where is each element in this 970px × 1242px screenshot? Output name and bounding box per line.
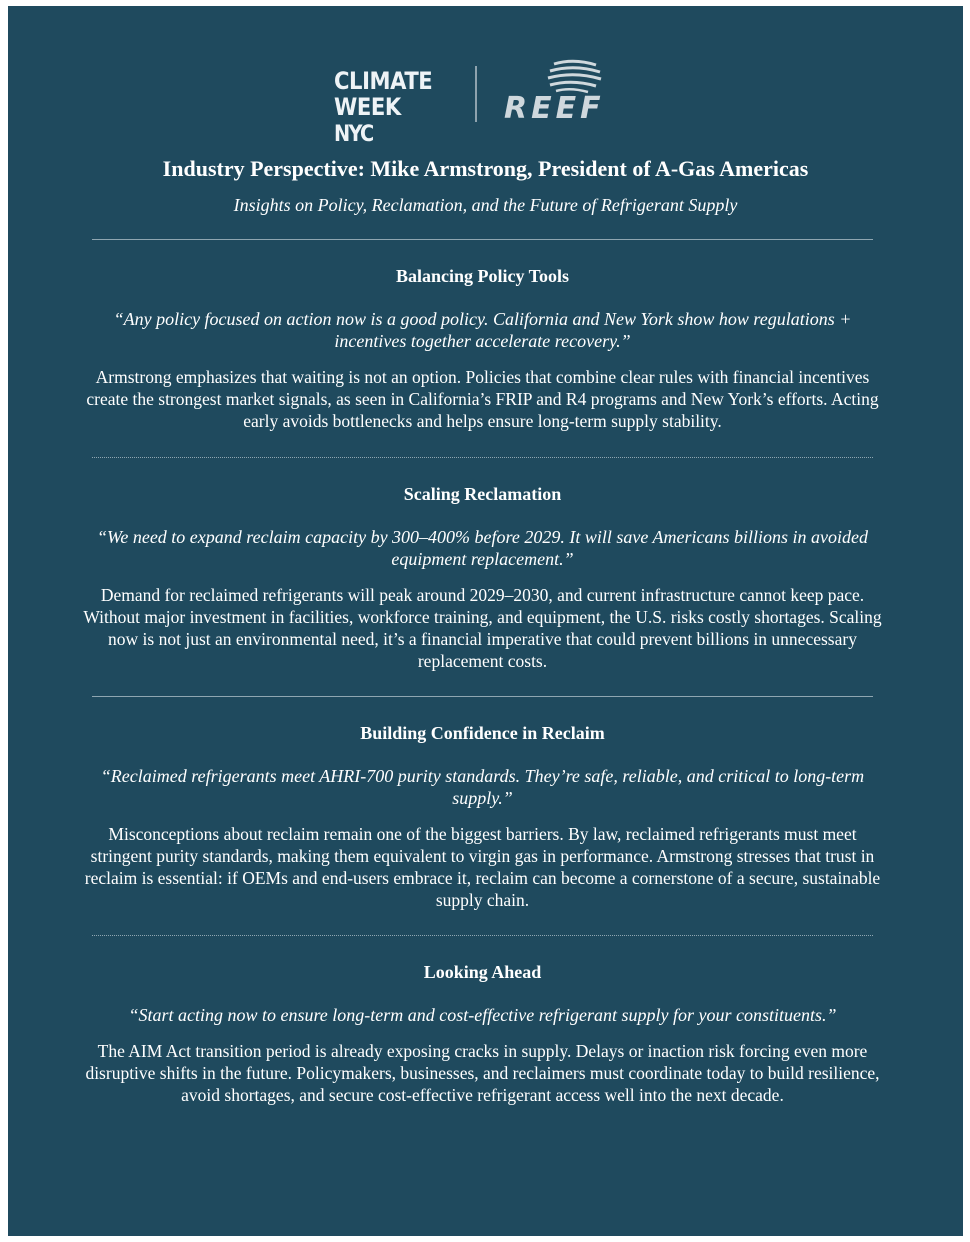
- section-quote: “We need to expand reclaim capacity by 300–400% before 2029. It will save Americans billions in avoided equipment replacement.”: [96, 527, 869, 569]
- section-quote: “Any policy focused on action now is a good policy. California and New York show how regulations + incentives together accelerate recovery.”: [113, 309, 852, 351]
- section-heading: Looking Ahead: [423, 962, 542, 982]
- section-looking-ahead: [80, 960, 885, 1106]
- section-heading: Building Confidence in Reclaim: [360, 723, 605, 743]
- page-title: Industry Perspective: Mike Armstrong, President of A-Gas Americas: [162, 156, 809, 181]
- logo-bar: [8, 58, 963, 147]
- section-divider: [92, 935, 873, 936]
- section-body: Demand for reclaimed refrigerants will peak around 2029–2030, and current infrastructure cannot keep pace. Without major investment in facilities, workforce training, and equipment, the U.S. risks costly shortages. Scaling now is not just an environmental need, it’s a financial imperative that could prevent billions in unnecessary replacement costs.: [83, 585, 882, 671]
- section-quote: “Reclaimed refrigerants meet AHRI-700 purity standards. They’re safe, reliable, and critical to long-term supply.”: [100, 766, 865, 808]
- section-body: The AIM Act transition period is already exposing cracks in supply. Delays or inaction risk forcing even more disruptive shifts in the future. Policymakers, businesses, and reclaimers must coordinate today to build resilience, avoid shortages, and secure cost-effective refrigerant access well into the next decade.: [85, 1041, 880, 1105]
- section-body: Misconceptions about reclaim remain one of the biggest barriers. By law, reclaimed refrigerants must meet stringent purity standards, making them equivalent to virgin gas in performance. Armstrong stresses that trust in reclaim is essential: if OEMs and end-users embrace it, reclaim can become a cornerstone of a secure, sustainable supply chain.: [84, 824, 881, 910]
- section-balancing-policy-tools: [80, 264, 885, 432]
- section-body: Armstrong emphasizes that waiting is not an option. Policies that combine clear rules with financial incentives create the strongest market signals, as seen in California’s FRIP and R4 programs and New York’s efforts. Acting early avoids bottlenecks and helps ensure long-term supply stability.: [86, 367, 879, 431]
- climate-week-nyc-logo: CLIMATE WEEK NYC: [334, 67, 433, 147]
- section-divider: [92, 696, 873, 697]
- section-heading: Balancing Policy Tools: [395, 266, 570, 286]
- section-quote: “Start acting now to ensure long-term and cost-effective refrigerant supply for your constituents.”: [128, 1005, 837, 1025]
- section-scaling-reclamation: [80, 482, 885, 672]
- header-divider: [92, 239, 873, 240]
- section-building-confidence: [80, 721, 885, 911]
- logo-divider: [475, 66, 477, 122]
- section-heading: Scaling Reclamation: [403, 484, 562, 504]
- reef-wave-icon: [504, 58, 634, 94]
- reef-logo: REEF: [504, 58, 634, 128]
- newsletter-panel: [8, 6, 963, 1236]
- page-subtitle: Insights on Policy, Reclamation, and the Future of Refrigerant Supply: [233, 195, 738, 215]
- section-divider: [92, 457, 873, 458]
